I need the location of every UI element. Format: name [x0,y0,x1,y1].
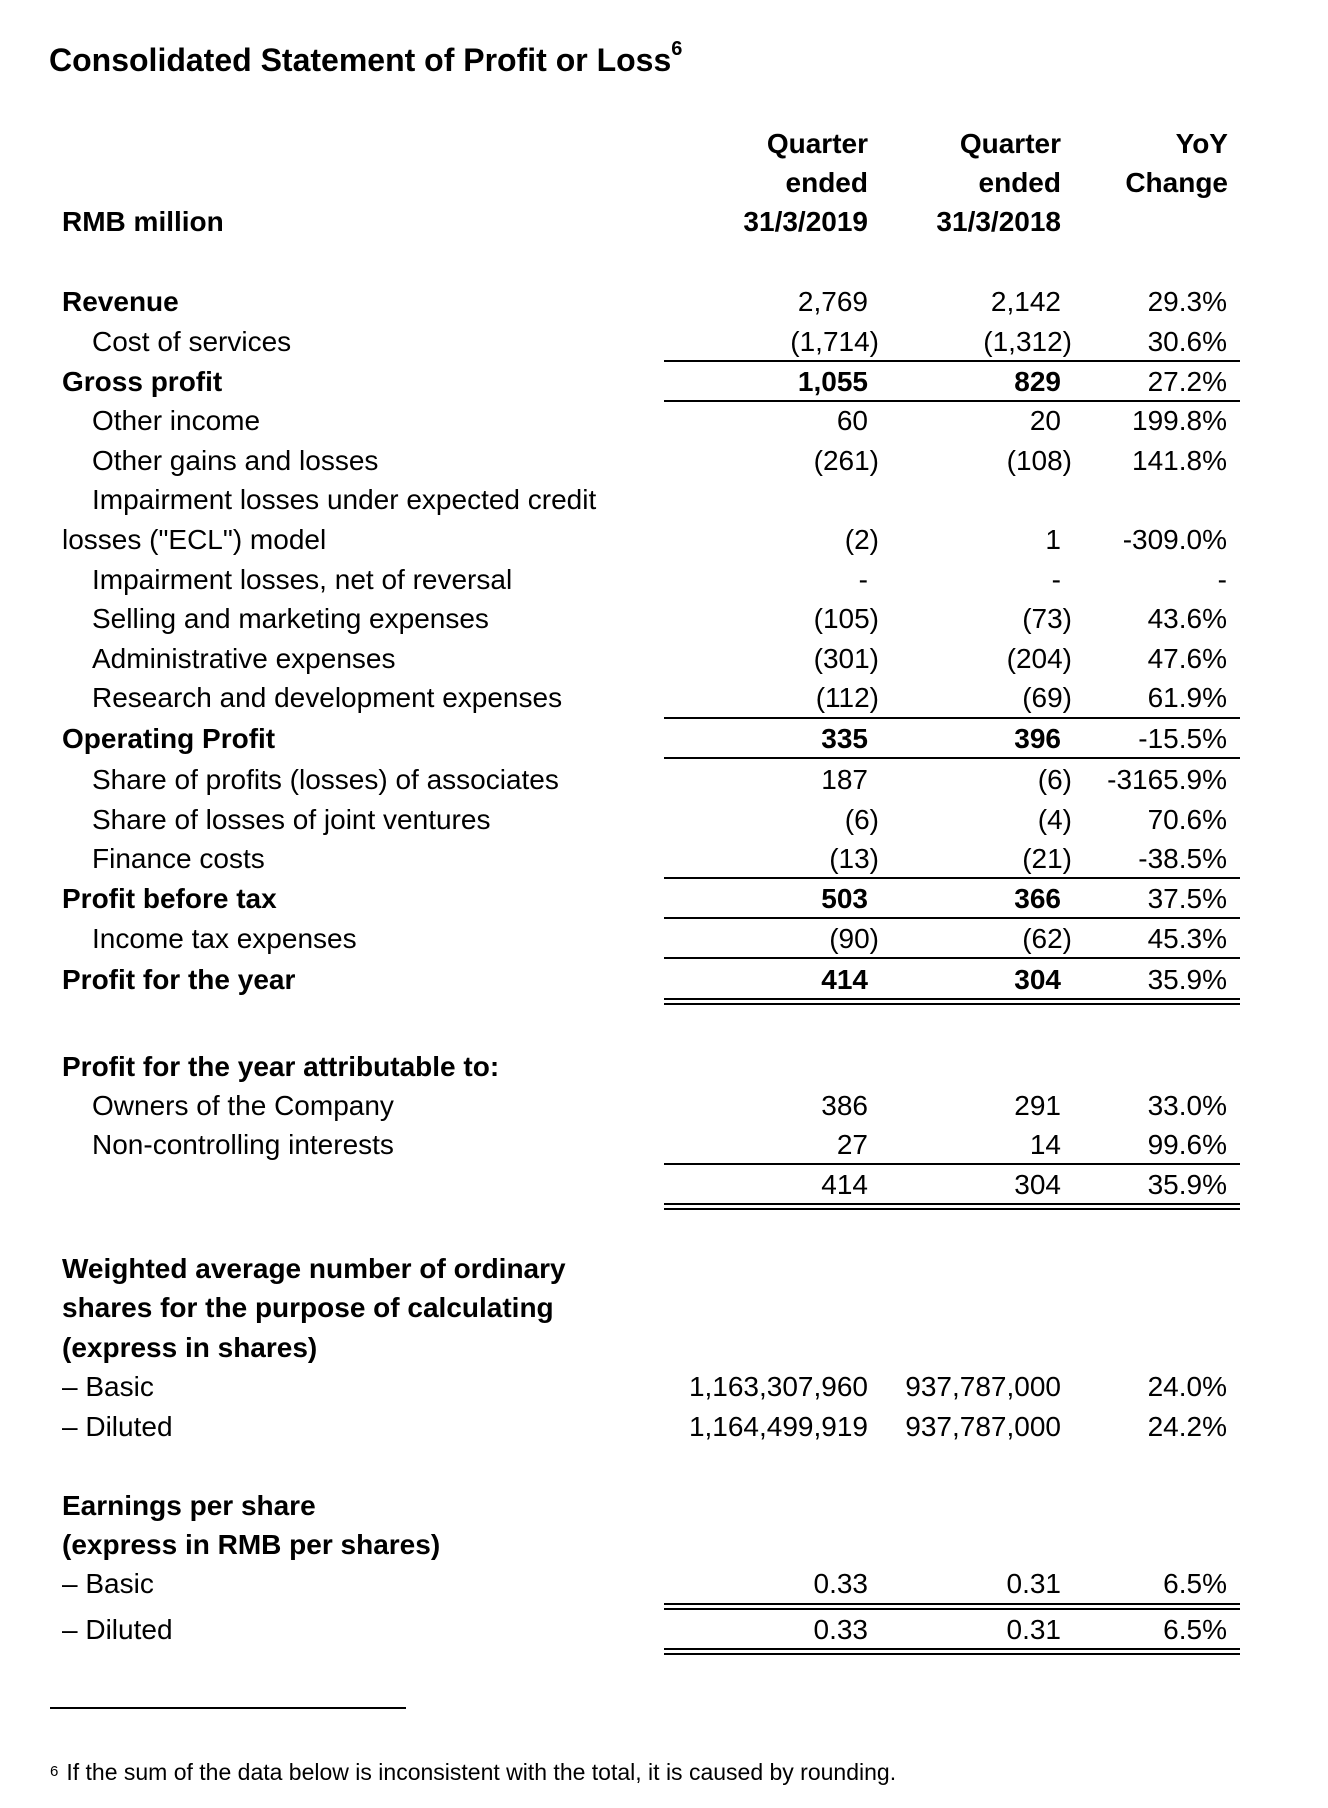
col1-header-line3: 31/3/2019 [743,206,868,237]
table-row [0,441,1328,480]
value-2018: (62) [1022,923,1072,954]
row-label: – Diluted [62,1614,173,1645]
row-label: Administrative expenses [92,643,396,674]
table-row [0,719,1328,758]
value-2019: 414 [821,964,868,995]
row-label: Share of losses of joint ventures [92,804,491,835]
col1-header-line1: Quarter [766,128,868,159]
table-row [0,678,1328,717]
value-yoy: 199.8% [1132,405,1227,436]
value-2019: (261) [813,445,879,476]
value-yoy: 99.6% [1147,1129,1227,1160]
value-2018: 0.31 [1006,1614,1061,1645]
total-double-rule [664,1603,1240,1610]
value-2018: 1 [1045,524,1061,555]
total-double-rule [664,1648,1240,1655]
value-yoy: 6.5% [1163,1568,1227,1599]
footnote-separator [50,1707,406,1709]
section-heading-line3: (express in shares) [62,1332,318,1363]
row-label-line1: Impairment losses under expected credit [92,484,597,515]
table-row [0,401,1328,440]
value-yoy: 24.0% [1147,1371,1227,1402]
row-label: Owners of the Company [92,1090,394,1121]
table-row [0,879,1328,918]
table-row [0,639,1328,678]
value-2018: 304 [1014,964,1061,995]
value-2018: 0.31 [1006,1568,1061,1599]
row-label: Research and development expenses [92,682,563,713]
value-yoy: 30.6% [1147,326,1227,357]
table-row [0,919,1328,958]
value-2019: 414 [821,1169,868,1200]
section-heading-row [0,1249,1328,1288]
value-2019: 27 [836,1129,868,1160]
value-2019: (112) [815,682,879,713]
subtotal-rule [664,957,1240,959]
value-yoy: 37.5% [1147,883,1227,914]
row-label: Profit for the year [62,964,296,995]
value-yoy: - [1217,564,1227,595]
value-yoy: 35.9% [1147,964,1227,995]
value-yoy: -15.5% [1138,723,1227,754]
value-yoy: 24.2% [1147,1411,1227,1442]
value-2018: 829 [1014,366,1061,397]
value-2019: 503 [821,883,868,914]
value-2019: (6) [844,804,879,835]
value-2018: 291 [1014,1090,1061,1121]
section-heading-line2: (express in RMB per shares) [62,1529,441,1560]
value-2018: (73) [1022,603,1072,634]
value-2018: 366 [1014,883,1061,914]
value-yoy: 47.6% [1147,643,1227,674]
section-heading-line2: shares for the purpose of calculating [62,1292,554,1323]
table-row [0,1564,1328,1603]
col1-header-line2: ended [785,167,868,198]
value-yoy: -3165.9% [1107,764,1227,795]
row-label: Share of profits (losses) of associates [92,764,559,795]
row-label: Revenue [62,286,179,317]
row-label: Other gains and losses [92,445,379,476]
value-2019: 0.33 [813,1568,868,1599]
value-2019: (2) [844,524,879,555]
value-2019: 386 [821,1090,868,1121]
table-row [0,1125,1328,1164]
value-2018: (21) [1022,843,1072,874]
row-label: – Basic [62,1568,154,1599]
section-heading-line1: Earnings per share [62,1490,316,1521]
section-heading-row [0,1047,1328,1086]
value-2018: 14 [1029,1129,1061,1160]
value-2018: (69) [1022,682,1072,713]
value-2019: 335 [821,723,868,754]
page-title [49,38,683,79]
table-row [0,560,1328,599]
value-2018: 304 [1014,1169,1061,1200]
value-2019: 60 [836,405,868,436]
col3-header-line1: YoY [1175,128,1228,159]
value-2018: (4) [1037,804,1072,835]
value-2019: (1,714) [790,326,879,357]
value-2018: 937,787,000 [905,1411,1061,1442]
footnote-marker: 6 [50,1763,59,1780]
value-yoy: 6.5% [1163,1614,1227,1645]
value-2019: 1,163,307,960 [688,1371,868,1402]
table-row-label-continuation [0,480,1328,519]
col3-header-line2: Change [1125,167,1228,198]
title-text: Consolidated Statement of Profit or Loss [49,42,672,78]
row-label: Income tax expenses [92,923,357,954]
value-2018: 937,787,000 [905,1371,1061,1402]
row-label: Other income [92,405,261,436]
value-2019: 1,055 [797,366,868,397]
table-row [0,1407,1328,1446]
row-label: Profit before tax [62,883,277,914]
row-label: losses ("ECL") model [62,524,327,555]
value-yoy: 29.3% [1147,286,1227,317]
value-2018: (1,312) [983,326,1072,357]
table-row-total [0,1165,1328,1204]
row-label: Non-controlling interests [92,1129,394,1160]
table-row [0,362,1328,401]
total-double-rule [664,1203,1240,1210]
footnote [50,1757,896,1787]
value-2018: (204) [1006,643,1072,674]
section-heading-row [0,1525,1328,1564]
row-label: – Diluted [62,1411,173,1442]
value-2019: (13) [829,843,879,874]
value-2018: 396 [1014,723,1061,754]
value-2018: (108) [1006,445,1072,476]
value-2019: (105) [813,603,879,634]
unit-label: RMB million [62,206,224,237]
value-2018: - [1051,564,1061,595]
section-heading-row [0,1486,1328,1525]
value-2018: 2,142 [990,286,1061,317]
table-row [0,760,1328,799]
value-2018: (6) [1037,764,1072,795]
value-yoy: 45.3% [1147,923,1227,954]
value-yoy: 141.8% [1132,445,1227,476]
value-2019: 2,769 [797,286,868,317]
table-row [0,599,1328,638]
row-label: Impairment losses, net of reversal [92,564,513,595]
value-yoy: 70.6% [1147,804,1227,835]
row-label: Finance costs [92,843,265,874]
value-yoy: 27.2% [1147,366,1227,397]
section-heading-row [0,1288,1328,1327]
value-yoy: 61.9% [1147,682,1227,713]
table-row [0,1367,1328,1406]
table-row [0,1610,1328,1649]
section-heading-row [0,1328,1328,1367]
col2-header-line1: Quarter [959,128,1061,159]
total-double-rule [664,998,1240,1005]
value-yoy: 33.0% [1147,1090,1227,1121]
value-2019: 1,164,499,919 [688,1411,868,1442]
table-row [0,282,1328,321]
footnote-text: If the sum of the data below is inconsistent with the total, it is caused by rounding. [66,1759,897,1785]
value-yoy: -38.5% [1138,843,1227,874]
value-yoy: 35.9% [1147,1169,1227,1200]
row-label: Selling and marketing expenses [92,603,489,634]
value-2019: - [858,564,868,595]
table-row [0,1086,1328,1125]
table-row [0,322,1328,361]
table-row [0,839,1328,878]
value-2018: 20 [1029,405,1061,436]
row-label: Gross profit [62,366,223,397]
section-heading-line1: Weighted average number of ordinary [62,1253,566,1284]
value-yoy: 43.6% [1147,603,1227,634]
section-heading: Profit for the year attributable to: [62,1051,500,1082]
title-footnote-ref: 6 [671,38,683,60]
table-row [0,960,1328,999]
value-2019: 187 [821,764,868,795]
table-row [0,800,1328,839]
value-2019: 0.33 [813,1614,868,1645]
row-label: – Basic [62,1371,154,1402]
value-2019: (90) [829,923,879,954]
row-label: Cost of services [92,326,292,357]
table-row [0,520,1328,559]
value-yoy: -309.0% [1122,524,1227,555]
value-2019: (301) [813,643,879,674]
row-label: Operating Profit [62,723,276,754]
col2-header-line3: 31/3/2018 [936,206,1061,237]
subtotal-rule [664,757,1240,759]
col2-header-line2: ended [978,167,1061,198]
